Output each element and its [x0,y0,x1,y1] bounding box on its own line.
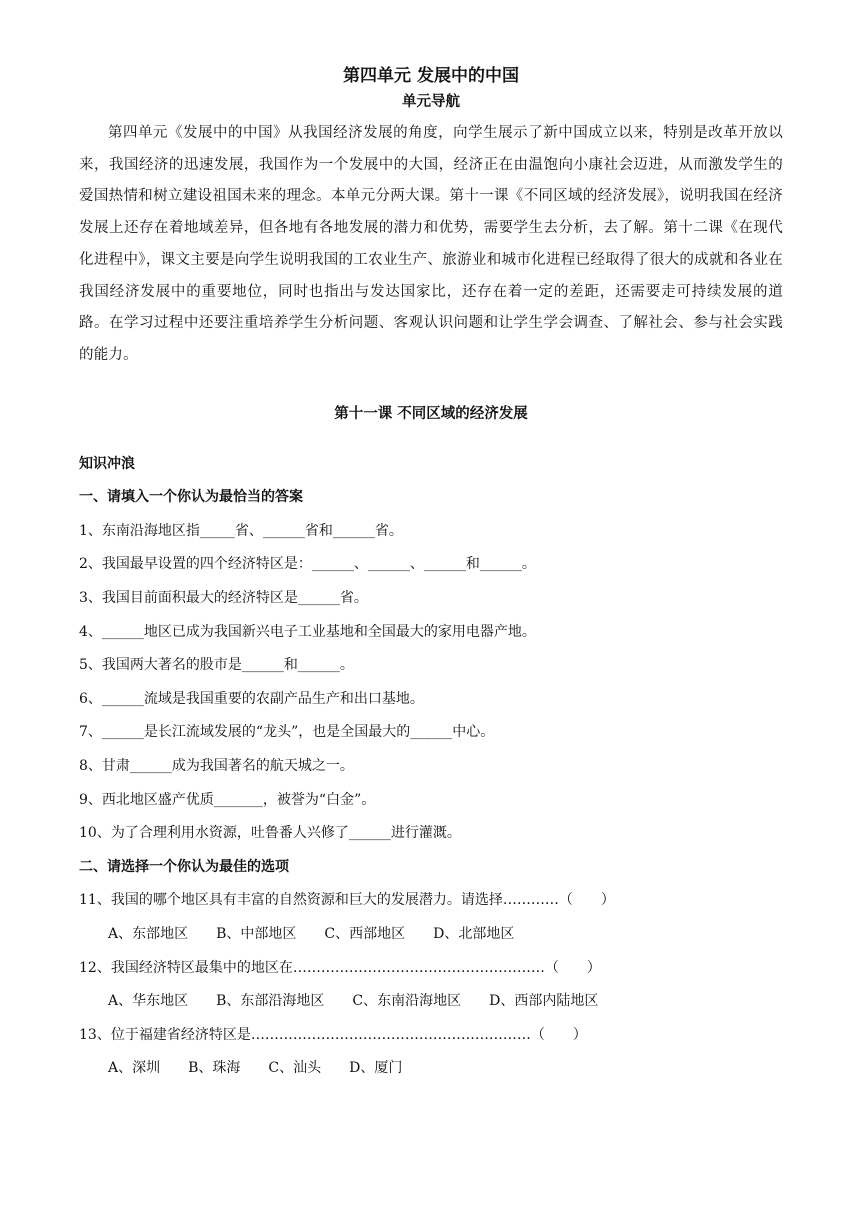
fill-question: 7、______是长江流域发展的“龙头”，也是全国最大的______中心。 [79,724,495,741]
fill-question: 4、______地区已成为我国新兴电子工业基地和全国最大的家用电器产地。 [79,623,536,640]
section-fill-heading: 一、请填入一个你认为最恰当的答案 [79,489,303,506]
choice-question [79,952,783,1019]
choice-question [79,1019,783,1086]
choice-question-stem: 11、我国的哪个地区具有丰富的自然资源和巨大的发展潜力。请选择…………（ ） [79,892,615,909]
unit-title: 第四单元 发展中的中国 [343,66,519,86]
lesson-title: 第十一课 不同区域的经济发展 [334,405,528,422]
choice-question-stem: 13、位于福建省经济特区是……………………………………………………（ ） [79,1026,587,1043]
unit-subtitle: 单元导航 [402,94,460,110]
document-page [79,62,783,1086]
fill-question: 10、为了合理利用水资源，吐鲁番人兴修了______进行灌溉。 [79,825,461,842]
fill-question: 1、东南沿海地区指_____省、______省和______省。 [79,522,403,539]
choice-options: A、深圳 B、珠海 C、汕头 D、厦门 [108,1060,403,1077]
choice-question-stem: 12、我国经济特区最集中的地区在………………………………………………（ ） [79,959,601,976]
choice-question [79,884,783,951]
intro-paragraph: 第四单元《发展中的中国》从我国经济发展的角度，向学生展示了新中国成立以来，特别是改革开放以来，我国经济的迅速发展，我国作为一个发展中的大国，经济正在由温饱向小康社会迈进，从而激发学生的爱国热情和树立建设祖国未来的理念。本单元分两大课。第十一课《不同区域的经济发展》，说明我国在经济发展上还存在着地域差异，但各地有各地发展的潜力和优势，需要学生去分析，去了解。第十二课《在现代化进程中》，课文主要是向学生说明我国的工农业生产、旅游业和城市化进程已经取得了很大的成就和各业在我国经济发展中的重要地位，同时也指出与发达国家比，还存在着一定的差距，还需要走可持续发展的道路。在学习过程中还要注重培养学生分析问题、客观认识问题和让学生学会调查、了解社会、参与社会实践的能力。 [79,125,783,363]
section-choice-heading: 二、请选择一个你认为最佳的选项 [79,858,289,875]
fill-question: 3、我国目前面积最大的经济特区是______省。 [79,590,368,606]
fill-question: 8、甘肃______成为我国著名的航天城之一。 [79,757,354,774]
fill-question-list [79,515,783,851]
choice-options: A、东部地区 B、中部地区 C、西部地区 D、北部地区 [108,925,515,942]
knowledge-section [79,448,783,1086]
fill-question: 2、我国最早设置的四个经济特区是：______、______、______和______。 [79,556,536,573]
fill-question: 9、西北地区盛产优质_______，被誉为“白金”。 [79,791,376,808]
knowledge-heading: 知识冲浪 [79,455,135,472]
fill-question: 5、我国两大著名的股市是______和______。 [79,657,354,674]
choice-options: A、华东地区 B、东部沿海地区 C、东南沿海地区 D、西部内陆地区 [108,993,599,1010]
fill-question: 6、______流域是我国重要的农副产品生产和出口基地。 [79,690,424,707]
